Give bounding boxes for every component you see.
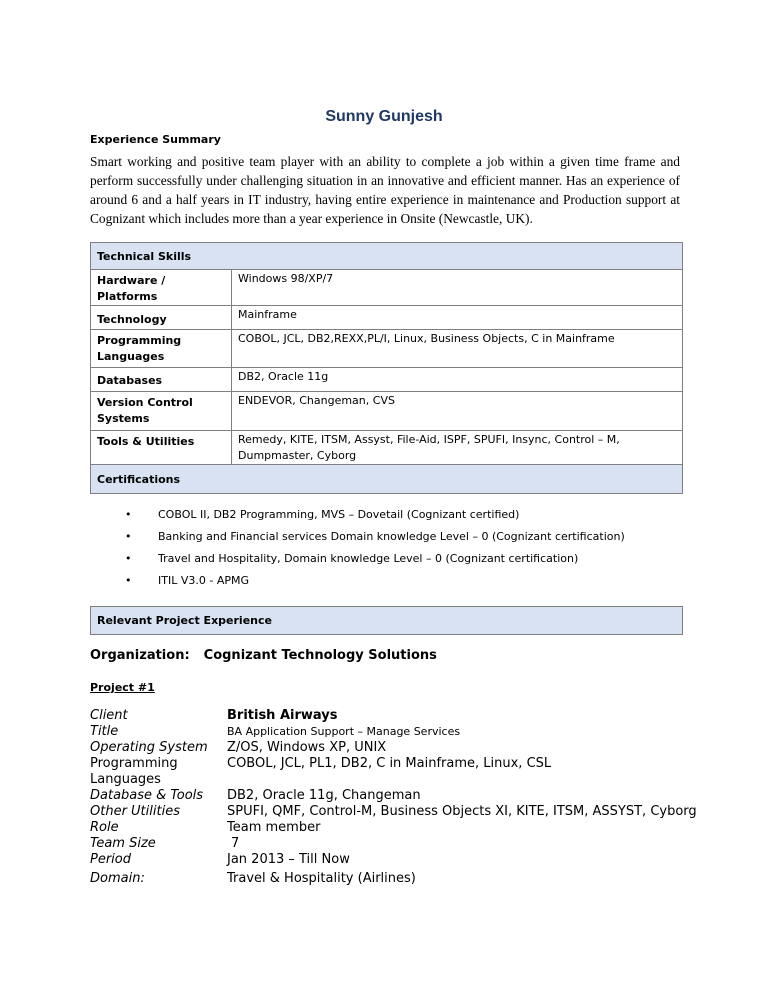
domain-label: Domain:	[90, 871, 145, 886]
table-row	[91, 431, 683, 465]
languages-label: Languages	[90, 772, 161, 787]
programming-value: COBOL, JCL, PL1, DB2, C in Mainframe, Linux, CSL	[227, 756, 552, 771]
skill-key: Databases	[91, 368, 232, 392]
table-row	[91, 330, 683, 368]
certifications-header	[90, 464, 683, 494]
bullet-icon: •	[125, 508, 132, 521]
role-label: Role	[90, 820, 119, 835]
client-label: Client	[90, 708, 128, 723]
os-value: Z/OS, Windows XP, UNIX	[227, 740, 387, 755]
table-row	[91, 306, 683, 330]
os-label: Operating System	[90, 740, 208, 755]
relevant-experience-heading: Relevant Project Experience	[91, 607, 682, 634]
utilities-label: Other Utilities	[90, 804, 180, 819]
list-item: • COBOL II, DB2 Programming, MVS – Dovetail (Cognizant certified)	[125, 506, 625, 528]
skill-key: Version Control Systems	[91, 392, 232, 431]
skill-value: DB2, Oracle 11g	[232, 368, 683, 392]
certifications-heading: Certifications	[91, 465, 682, 493]
bullet-icon: •	[125, 530, 132, 543]
organization-line	[90, 648, 437, 663]
project-title: Project #1	[90, 681, 155, 694]
skill-key: Tools & Utilities	[91, 431, 232, 465]
title-value: BA Application Support – Manage Services	[227, 725, 461, 738]
skill-value: COBOL, JCL, DB2,REXX,PL/I, Linux, Business Objects, C in Mainframe	[232, 330, 683, 368]
period-value: Jan 2013 – Till Now	[227, 852, 350, 867]
skill-key: Hardware / Platforms	[91, 270, 232, 306]
team-size-label: Team Size	[90, 836, 156, 851]
team-size-value: 7	[231, 836, 240, 851]
skill-value: Mainframe	[232, 306, 683, 330]
technical-skills-header	[90, 242, 683, 270]
period-label: Period	[90, 852, 131, 867]
organization-label: Organization:	[90, 648, 190, 663]
table-row	[91, 368, 683, 392]
certifications-list	[125, 506, 625, 594]
database-value: DB2, Oracle 11g, Changeman	[227, 788, 421, 803]
skill-value: ENDEVOR, Changeman, CVS	[232, 392, 683, 431]
skill-key: Programming Languages	[91, 330, 232, 368]
relevant-experience-header	[90, 606, 683, 635]
table-row	[91, 270, 683, 306]
technical-skills-table	[90, 269, 683, 465]
skill-value: Remedy, KITE, ITSM, Assyst, File-Aid, ISPF, SPUFI, Insync, Control – M, Dumpmaster, Cyborg	[232, 431, 683, 465]
skill-value: Windows 98/XP/7	[232, 270, 683, 306]
domain-value: Travel & Hospitality (Airlines)	[227, 871, 416, 886]
utilities-value: SPUFI, QMF, Control-M, Business Objects XI, KITE, ITSM, ASSYST, Cyborg	[227, 804, 697, 819]
bullet-icon: •	[125, 552, 132, 565]
organization-name: Cognizant Technology Solutions	[203, 648, 437, 663]
experience-summary-heading: Experience Summary	[90, 133, 221, 146]
role-value: Team member	[227, 820, 321, 835]
list-item: • Travel and Hospitality, Domain knowledge Level – 0 (Cognizant certification)	[125, 550, 625, 572]
database-label: Database & Tools	[90, 788, 204, 803]
list-item: • Banking and Financial services Domain knowledge Level – 0 (Cognizant certification)	[125, 528, 625, 550]
skill-key: Technology	[91, 306, 232, 330]
experience-summary-text: Smart working and positive team player with an ability to complete a job within a given time frame and perform successfully under challenging situation in an innovative and efficient manner. Has an experience of around 6 and a half years in IT industry, having entire experience in maintenance and Production support at Cognizant which includes more than a year experience in Onsite (Newcastle, UK).	[90, 154, 680, 226]
title-label: Title	[90, 724, 119, 739]
client-value: British Airways	[227, 708, 338, 723]
bullet-icon: •	[125, 574, 132, 587]
list-item: • ITIL V3.0 - APMG	[125, 572, 625, 594]
candidate-name: Sunny Gunjesh	[325, 108, 443, 125]
programming-label: Programming	[90, 756, 178, 771]
technical-skills-heading: Technical Skills	[91, 243, 682, 269]
table-row	[91, 392, 683, 431]
